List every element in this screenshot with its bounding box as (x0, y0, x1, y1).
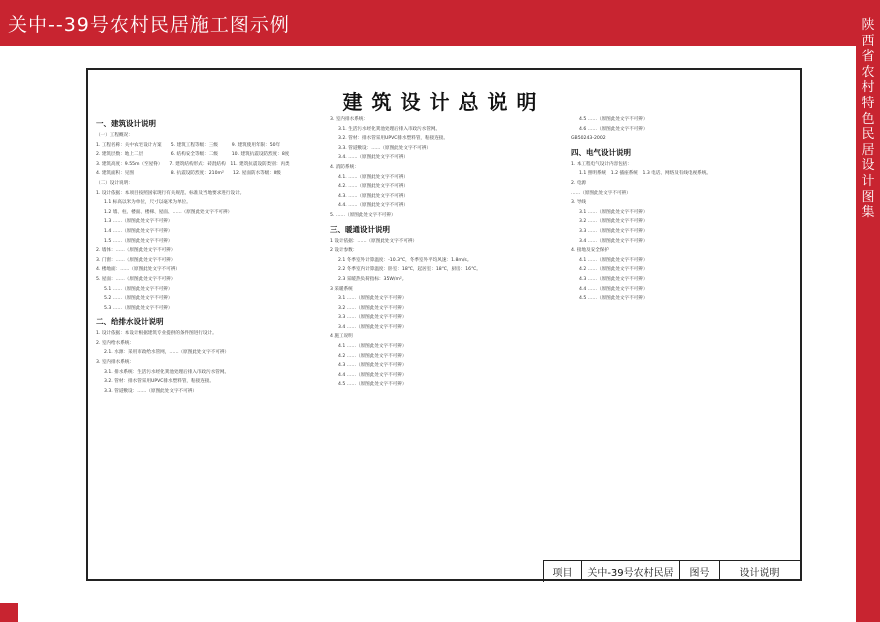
note-line: 1.5 ……（原图此处文字不可辨） (104, 238, 173, 244)
note-line: 4. 接地及安全保护 (571, 248, 610, 254)
side-title-char: 计 (861, 173, 875, 189)
side-title-char: 集 (861, 205, 875, 221)
note-line: 3.3 ……（原图此处文字不可辨） (338, 315, 407, 321)
side-title-char: 特 (861, 95, 875, 111)
section-heading-electrical: 四、电气设计说明 (571, 147, 631, 157)
note-line: 1 设计依据：……（原图此处文字不可辨） (330, 238, 418, 244)
note-line: （二）设计说明： (96, 180, 133, 186)
column-2 (330, 115, 562, 535)
note-line: 4.6 ……（原图此处文字不可辨） (579, 126, 648, 132)
note-line: 2.3 采暖热负荷指标：35W/m²。 (338, 276, 407, 282)
note-line: 3.2. 管材：排水管采用UPVC排水塑料管，粘接连接。 (338, 136, 448, 142)
hvac-notes (330, 237, 562, 391)
note-line: 2.1 冬季室外计算温度：-10.3℃，冬季室外平均风速：1.8m/s。 (338, 257, 472, 263)
note-line: 3.2. 管材：排水管采用UPVC排水塑料管，粘接连接。 (104, 379, 214, 385)
column-3 (571, 115, 797, 535)
corner-block (0, 603, 18, 622)
page-title: 关中--39号农村民居施工图示例 (8, 14, 290, 36)
note-line: 4.3 ……（原图此处文字不可辨） (579, 276, 648, 282)
note-line: 4.4. ……（原图此处文字不可辨） (338, 203, 408, 209)
drawing-number-value: 设计说明 (739, 567, 780, 579)
note-line: 4.2. ……（原图此处文字不可辨） (338, 184, 408, 190)
note-line: （一）工程概况： (96, 133, 133, 138)
note-line: 3.1. 生活污水经化粪池处理后排入市政污水管网。 (338, 126, 441, 132)
note-line: 3.4 ……（原图此处文字不可辨） (338, 324, 407, 330)
architecture-notes (96, 131, 351, 313)
note-line: 5.2 ……（原图此处文字不可辨） (104, 296, 173, 302)
side-title-char: 省 (861, 49, 875, 65)
note-line: GB50243-2002 (571, 136, 606, 142)
note-line: 1. 设计依据：本设计根据建筑专业提供的条件图进行设计。 (96, 331, 217, 337)
note-line: 3.3 ……（原图此处文字不可辨） (579, 228, 648, 234)
side-title-char: 图 (861, 189, 875, 205)
note-line: 4.3. ……（原图此处文字不可辨） (338, 193, 408, 199)
title-block (543, 560, 800, 582)
drawing-sheet (86, 68, 802, 581)
note-line: 3.3. 管道敷设：……（原图此处文字不可辨） (338, 145, 431, 151)
note-line: 3.3. 管道敷设：……（原图此处文字不可辨） (104, 388, 197, 394)
side-title-char: 设 (861, 158, 875, 174)
section-heading-plumbing: 二、给排水设计说明 (96, 317, 164, 327)
note-line: 3.1. 排水系统：生活污水经化粪池处理后排入市政污水管网。 (104, 369, 230, 375)
electrical-notes (571, 160, 797, 304)
note-line: 3 采暖系统 (330, 286, 353, 292)
note-line: 2.2 冬季室内计算温度：卧室：18℃，起居室：18℃，厨房：16℃。 (338, 267, 481, 273)
note-line: 2 设计参数： (330, 248, 358, 254)
section-heading-architecture: 一、建筑设计说明 (96, 119, 156, 128)
note-line: 5.3 ……（原图此处文字不可辨） (104, 305, 173, 311)
note-line: 2.1. 水源：采用市政给水管网，……（原图此处文字不可辨） (104, 350, 230, 356)
note-line: 3. 室内排水系统： (330, 117, 369, 122)
plumbing-notes-continued (330, 115, 562, 221)
note-line: 4.5 ……（原图此处文字不可辨） (338, 382, 407, 388)
note-line: 3.4. ……（原图此处文字不可辨） (338, 155, 408, 161)
note-line: 1.3 ……（原图此处文字不可辨） (104, 219, 173, 225)
note-line: 3.2 ……（原图此处文字不可辨） (338, 305, 407, 311)
note-line: 3.1 ……（原图此处文字不可辨） (338, 296, 407, 302)
header-banner (0, 0, 856, 46)
note-line: 3.1 ……（原图此处文字不可辨） (579, 209, 648, 215)
note-line: 4.2 ……（原图此处文字不可辨） (579, 267, 648, 273)
note-line: 5.1 ……（原图此处文字不可辨） (104, 286, 173, 292)
note-line: 2. 墙体：……（原图此处文字不可辨） (96, 248, 176, 254)
note-line: 2. 建筑层数：地上二层 6. 结构安全等级：二级 10. 建筑抗震设防烈度：8度 (96, 152, 290, 158)
side-title-char: 西 (861, 33, 875, 49)
note-line: 3.2 ……（原图此处文字不可辨） (579, 219, 648, 225)
note-line: 1.2 墙、柱、楼面、楼梯、屋面、……（原图此处文字不可辨） (104, 209, 233, 215)
drawing-number-label: 图号 (680, 561, 720, 581)
note-line: 4.5 ……（原图此处文字不可辨） (579, 296, 648, 302)
side-title-char: 色 (861, 111, 875, 127)
plumbing-notes (96, 329, 351, 396)
side-banner (856, 0, 880, 622)
side-title (858, 18, 878, 221)
note-line: 1. 本工程电气设计内容包括： (571, 161, 632, 167)
side-title-char: 陕 (861, 18, 875, 33)
note-line: 2. 电源 (571, 180, 587, 186)
note-line: 5. 屋面：……（原图此处文字不可辨） (96, 276, 176, 282)
note-line: 4.1. ……（原图此处文字不可辨） (338, 174, 408, 180)
note-line: 4.4 ……（原图此处文字不可辨） (579, 286, 648, 292)
sheet-title: 建筑设计总说明 (342, 90, 546, 114)
note-line: 4. 建筑面积：见图 8. 抗震设防烈度：210m² 12. 屋面防水等级：Ⅱ级 (96, 171, 281, 177)
note-line: 4. 消防系统： (330, 164, 359, 170)
note-line: 5. ……（原图此处文字不可辨） (330, 212, 396, 218)
note-line: 4.2 ……（原图此处文字不可辨） (338, 353, 407, 359)
note-line: 3. 导线 (571, 200, 587, 206)
note-line: 1.4 ……（原图此处文字不可辨） (104, 228, 173, 234)
project-name: 关中-39号农村民居 (582, 561, 680, 581)
hvac-notes-continued (571, 115, 797, 144)
note-line: 1.1 标高以米为单位，尺寸以毫米为单位。 (104, 200, 191, 206)
note-line: 1. 设计依据：本项目按照国家现行有关规范、标准及当地要求进行设计。 (96, 190, 245, 196)
section-heading-hvac: 三、暖通设计说明 (330, 224, 390, 234)
note-line: 3. 室内排水系统： (96, 360, 135, 366)
note-line: 1.1 照明系统 1.2 插座系统 1.3 电话、网络及有线电视系统。 (579, 171, 711, 177)
column-1 (96, 115, 351, 575)
side-title-char: 村 (861, 80, 875, 96)
note-line: ……（原图此处文字不可辨） (571, 190, 631, 196)
side-title-char: 农 (861, 64, 875, 80)
note-line: 4. 楼地面：……（原图此处文字不可辨） (96, 267, 180, 273)
side-title-char: 民 (861, 127, 875, 143)
note-line: 1. 工程名称：关中农宅设计方案 5. 建筑工程等级：三级 9. 建筑使用年限：50年 (96, 142, 281, 148)
note-line: 4.5 ……（原图此处文字不可辨） (579, 117, 648, 122)
note-line: 3. 门窗：……（原图此处文字不可辨） (96, 257, 176, 263)
note-line: 4.1 ……（原图此处文字不可辨） (579, 257, 648, 263)
note-line: 4 施工说明 (330, 334, 353, 340)
note-line: 3. 建筑高度：9.55m（至屋脊） 7. 建筑结构形式：砖混结构 11. 建筑抗震设防类别：丙类 (96, 161, 290, 167)
side-title-char: 居 (861, 142, 875, 158)
note-line: 2. 室内给水系统： (96, 340, 135, 346)
note-line: 3.4 ……（原图此处文字不可辨） (579, 238, 648, 244)
project-label: 项目 (544, 561, 582, 581)
note-line: 4.1 ……（原图此处文字不可辨） (338, 344, 407, 350)
note-line: 4.4 ……（原图此处文字不可辨） (338, 372, 407, 378)
note-line: 4.3 ……（原图此处文字不可辨） (338, 363, 407, 369)
